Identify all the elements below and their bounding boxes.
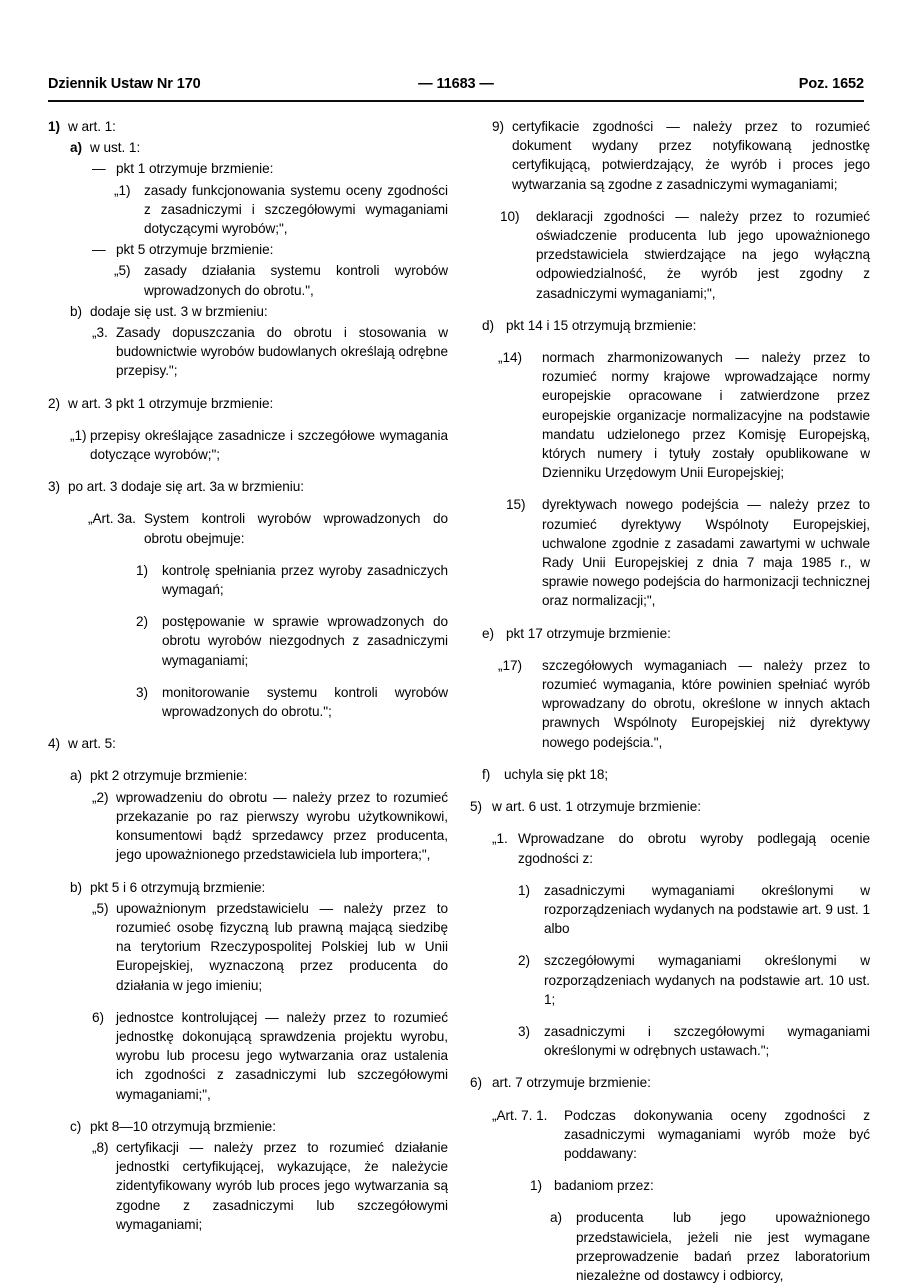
clause-text: zasady funkcjonowania systemu oceny zgodności z zasadniczymi i szczegółowymi wymaganiami dotyczącymi wyrobów;",: [144, 182, 448, 237]
clause-marker: 2): [518, 953, 530, 969]
clause-4b: [70, 878, 448, 897]
clause-marker: 10): [500, 208, 520, 224]
clause-1b: [70, 302, 448, 321]
clause-marker: 3): [518, 1023, 530, 1039]
clause-1a-dash-1: [92, 159, 448, 178]
art3a-pkt-2: [136, 612, 448, 670]
clause-marker: 15): [506, 497, 526, 513]
clause-text: wprowadzeniu do obrotu — należy przez to rozumieć przekazanie po raz pierwszy wyrobu użytkownikowi, konsumentowi bądź sprzedawcy przez producenta, jego upoważnionego przedstawiciela lub importera;",: [116, 789, 448, 863]
quoted-art5-pkt10: [500, 207, 870, 303]
clause-marker: 5): [470, 799, 482, 815]
clause-text: pkt 5 otrzymuje brzmienie:: [116, 242, 274, 258]
clause-marker: „2): [92, 789, 109, 805]
clause-text: kontrolę spełniania przez wyroby zasadniczych wymagań;: [162, 562, 448, 598]
clause-text: pkt 17 otrzymuje brzmienie:: [506, 625, 671, 641]
art6-pkt-2: [518, 951, 870, 1009]
clause-marker: „5): [114, 263, 131, 279]
clause-text: Zasady dopuszczania do obrotu i stosowania w budownictwie wyrobów budowlanych określają odrębne przepisy.";: [116, 325, 448, 379]
clause-4c: [70, 1117, 448, 1136]
quoted-pkt-17: [498, 656, 870, 752]
quoted-pkt-5: [114, 261, 448, 299]
clause-marker: —: [92, 242, 106, 258]
clause-text: producenta lub jego upoważnionego przedstawiciela, jeżeli nie jest wymagane przeprowadzenie badań przez laboratorium niezależne od dostawcy i odbiorcy,: [576, 1210, 870, 1283]
clause-marker: 3): [136, 684, 148, 700]
clause-marker: b): [70, 303, 82, 319]
running-head-publication: Dziennik Ustaw Nr 170: [48, 76, 201, 92]
clause-text: pkt 2 otrzymuje brzmienie:: [90, 768, 248, 784]
clause-text: szczegółowych wymaganiach — należy przez to rozumieć wymagania, które powinien spełniać wyrób wprowadzany do obrotu, określone w innych aktach prawnych Wspólnoty Europejskiej niż dyrektywy nowego podejścia.",: [542, 657, 870, 750]
clause-marker: „1): [70, 427, 87, 443]
clause-4f: [482, 765, 870, 784]
quoted-pkt-14: [498, 348, 870, 482]
clause-marker: „Art. 7. 1.: [492, 1107, 548, 1123]
clause-marker: d): [482, 317, 494, 333]
quoted-ust-3: [92, 323, 448, 381]
clause-text: zasadniczymi i szczegółowymi wymaganiami określonymi w odrębnych ustawach.";: [544, 1023, 870, 1059]
clause-text: zasadniczymi wymaganiami określonymi w rozporządzeniach wydanych na podstawie art. 9 ust. 1 albo: [544, 882, 870, 937]
clause-text: badaniom przez:: [554, 1178, 654, 1194]
clause-marker: a): [70, 140, 82, 156]
clause-marker: „17): [498, 657, 522, 673]
clause-marker: „5): [92, 900, 109, 916]
quoted-art6-ust1: [492, 829, 870, 867]
clause-marker: „14): [498, 350, 522, 366]
clause-1a-dash-2: [92, 240, 448, 259]
clause-text: w ust. 1:: [90, 140, 141, 156]
clause-marker: c): [70, 1118, 82, 1134]
clause-marker: 6): [92, 1009, 104, 1025]
quoted-art5-pkt5: [92, 899, 448, 995]
clause-text: monitorowanie systemu kontroli wyrobów wprowadzonych do obrotu.";: [162, 684, 448, 720]
clause-text: upoważnionym przedstawicielu — należy przez to rozumieć osobę fizyczną lub prawną mającą siedzibę na terytorium Rzeczypospolitej Polskiej lub w Unii Europejskiej, wyznaczoną przez producenta do działania w jego imieniu;: [116, 900, 448, 993]
clause-4a: [70, 766, 448, 785]
clause-text: postępowanie w sprawie wprowadzonych do obrotu wyrobów niezgodnych z zasadniczymi wymaganiami;: [162, 614, 448, 668]
clause-marker: „Art. 3a.: [88, 511, 136, 527]
clause-1a: [70, 138, 448, 157]
quoted-pkt-1: [114, 181, 448, 239]
clause-marker: „1): [114, 182, 131, 198]
quoted-pkt-15: [506, 495, 870, 610]
clause-marker: 1): [136, 562, 148, 578]
clause-text: pkt 5 i 6 otrzymują brzmienie:: [90, 879, 266, 895]
clause-text: w art. 5:: [68, 736, 116, 752]
clause-text: dodaje się ust. 3 w brzmieniu:: [90, 303, 268, 319]
clause-marker: —: [92, 161, 106, 177]
clause-marker: a): [550, 1210, 562, 1226]
clause-text: dyrektywach nowego podejścia — należy przez to rozumieć dyrektywy Wspólnoty Europejskiej, uchwalone zgodnie z zasadami zawartymi w uchwale Rady Unii Europejskiej z dnia 7 maja 1985 r., w sprawie nowego podejścia do harmonizacji technicznej oraz normalizacji;",: [542, 497, 870, 609]
left-text-column: [48, 117, 448, 1234]
quoted-art3-pkt1: [70, 426, 448, 464]
clause-4: [48, 734, 448, 753]
clause-text: Podczas dokonywania oceny zgodności z zasadniczymi wymaganiami wyrób może być poddawany:: [564, 1107, 870, 1161]
clause-text: System kontroli wyrobów wprowadzonych do obrotu obejmuje:: [144, 511, 448, 546]
quoted-art-3a: [88, 509, 448, 547]
art6-pkt-3: [518, 1022, 870, 1060]
clause-marker: „1.: [492, 831, 508, 847]
art6-pkt-1: [518, 881, 870, 939]
clause-text: szczegółowymi wymaganiami określonymi w rozporządzeniach wydanych na podstawie art. 10 ust. 1;: [544, 953, 870, 1007]
art7-pkt-1: [530, 1176, 870, 1195]
clause-marker: b): [70, 879, 82, 895]
clause-marker: 2): [48, 395, 60, 411]
quoted-art5-pkt9: [492, 117, 870, 194]
running-head-page-number: — 11683 —: [418, 76, 494, 92]
quoted-art-7: [492, 1106, 870, 1164]
right-text-column: [470, 117, 870, 1285]
clause-marker: a): [70, 768, 82, 784]
clause-text: w art. 3 pkt 1 otrzymuje brzmienie:: [68, 395, 274, 411]
clause-marker: f): [482, 766, 491, 782]
clause-text: deklaracji zgodności — należy przez to rozumieć oświadczenie producenta lub jego upoważnionego przedstawiciela stwierdzające na jego wyłączną odpowiedzialność, że wyrób jest zgodny z zasadniczymi wymaganiami;",: [536, 208, 870, 301]
clause-marker: 3): [48, 479, 60, 495]
clause-marker: 1): [530, 1178, 542, 1194]
clause-text: Wprowadzane do obrotu wyroby podlegają ocenie zgodności z:: [518, 831, 870, 866]
clause-text: jednostce kontrolującej — należy przez to rozumieć jednostkę dokonującą sprawdzenia projektu wyrobu, wyrobu lub procesu jego wytwarzania oraz ustalenia ich zgodności z zasadniczymi lub szczegółowymi wymaganiami;",: [116, 1009, 448, 1102]
clause-marker: 2): [136, 614, 148, 630]
clause-marker: „3.: [92, 325, 108, 341]
header-divider-rule: [48, 100, 864, 102]
clause-4d: [482, 316, 870, 335]
clause-marker: 1): [48, 119, 60, 134]
clause-text: przepisy określające zasadnicze i szczegółowe wymagania dotyczące wyrobów;";: [90, 427, 448, 463]
clause-text: po art. 3 dodaje się art. 3a w brzmieniu:: [68, 479, 304, 495]
clause-6: [470, 1073, 870, 1092]
art7-pkt1-lit-a: [550, 1208, 870, 1285]
clause-1: [48, 117, 448, 136]
clause-text: pkt 8—10 otrzymują brzmienie:: [90, 1118, 276, 1134]
clause-text: uchyla się pkt 18;: [504, 766, 609, 782]
clause-marker: e): [482, 625, 494, 641]
clause-text: certyfikacie zgodności — należy przez to rozumieć dokument wydany przez notyfikowaną jednostkę certyfikującą, potwierdzający, że wyrób i proces jego wytwarzania są zgodne z zasadniczymi wymaganiami;: [512, 119, 870, 192]
quoted-art5-pkt6: [92, 1008, 448, 1104]
clause-marker: 6): [470, 1075, 482, 1091]
art3a-pkt-3: [136, 683, 448, 721]
clause-text: art. 7 otrzymuje brzmienie:: [492, 1075, 651, 1091]
running-head-item-number: Poz. 1652: [798, 76, 864, 92]
art3a-pkt-1: [136, 561, 448, 599]
clause-2: [48, 394, 448, 413]
clause-3: [48, 477, 448, 496]
running-head: [48, 74, 864, 100]
clause-5: [470, 797, 870, 816]
clause-text: pkt 14 i 15 otrzymują brzmienie:: [506, 317, 697, 333]
quoted-art5-pkt8: [92, 1138, 448, 1234]
clause-text: certyfikacji — należy przez to rozumieć działanie jednostki certyfikującej, wykazujące, że należycie zidentyfikowany wyrób lub proces jego wytwarzania są zgodne z zasadniczymi lub szczegółowymi wymaganiami;: [116, 1139, 448, 1232]
quoted-art5-pkt2: [92, 788, 448, 865]
clause-marker: 1): [518, 882, 530, 898]
clause-text: normach zharmonizowanych — należy przez to rozumieć normy krajowe wprowadzające normy europejskie opracowane i zatwierdzone przez europejskie organizacje normalizacyjne na podstawie mandatu udzielonego przez Komisję Europejską, których numery i tytuły zostały opublikowane w Dzienniku Urzędowym Unii Europejskiej;: [542, 350, 870, 481]
clause-text: zasady działania systemu kontroli wyrobów wprowadzonych do obrotu.",: [144, 263, 448, 298]
clause-marker: „8): [92, 1139, 109, 1155]
clause-4e: [482, 624, 870, 643]
clause-text: w art. 6 ust. 1 otrzymuje brzmienie:: [492, 799, 701, 815]
clause-text: w art. 1:: [68, 119, 116, 134]
clause-marker: 4): [48, 736, 60, 752]
clause-marker: 9): [492, 119, 504, 134]
clause-text: pkt 1 otrzymuje brzmienie:: [116, 161, 274, 177]
